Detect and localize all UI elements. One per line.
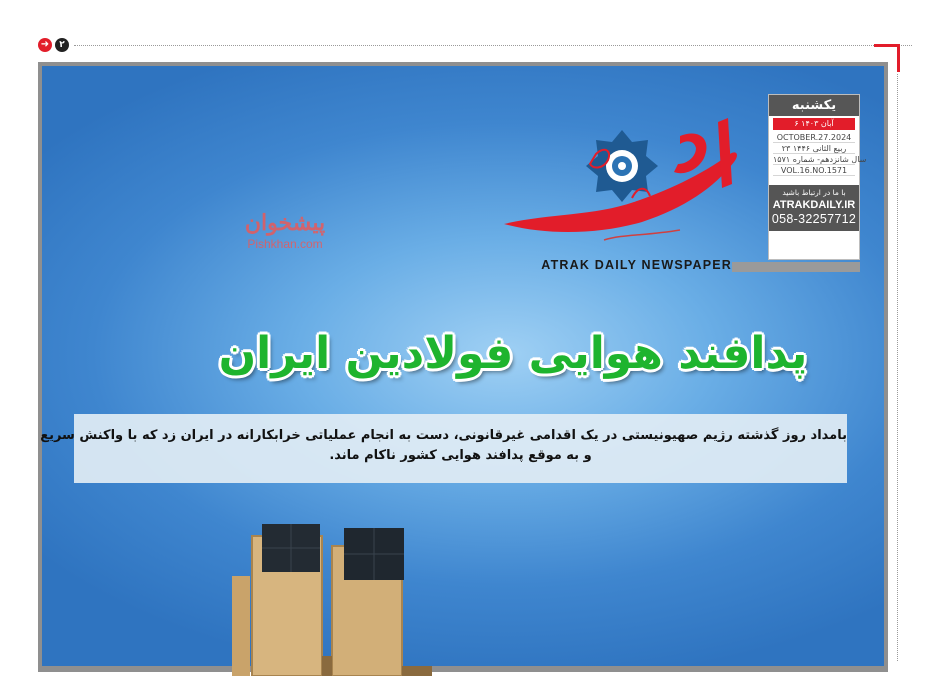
pishkhan-watermark — [230, 209, 340, 251]
lead-line-1: بامداد روز گذشته رژیم صهیونیستی در یک اقدامی غیرقانونی، دست به انجام عملیاتی خرابکارانه در ایران زد که با واکنش سریع — [40, 428, 847, 443]
atrak-logo — [504, 106, 748, 266]
lead-line-2: و به موقع پدافند هوایی کشور ناکام ماند. — [329, 448, 592, 463]
website-link[interactable]: ATRAKDAILY.IR — [772, 199, 856, 211]
page-nav — [38, 38, 900, 54]
page-number-badge: ۲ — [55, 38, 69, 52]
phone-number: 058-32257712 — [771, 212, 857, 226]
date-box — [768, 94, 867, 260]
date-gregorian: OCTOBER.27.2024 — [773, 132, 855, 143]
watermark-fa: پیشخوان — [244, 210, 326, 236]
lead-paragraph — [40, 414, 847, 483]
masthead-rule — [732, 262, 860, 272]
missile-launcher-photo — [232, 516, 472, 676]
weekday: یکشنبه — [769, 95, 859, 116]
date-persian: ۶ آبان ۱۴۰۳ — [773, 118, 855, 130]
arrow-right-circle-icon[interactable]: ➜ — [38, 38, 52, 52]
front-page — [42, 66, 884, 666]
contact-label: با ما در ارتباط باشید — [782, 188, 846, 197]
dotted-divider-vertical — [897, 74, 898, 661]
issue-en: VOL.16.NO.1571 — [773, 165, 855, 176]
masthead-en-title: ATRAK DAILY NEWSPAPER — [541, 258, 732, 272]
watermark-en: Pishkhan.com — [247, 237, 323, 251]
dotted-divider — [74, 45, 912, 46]
issue-fa: سال شانزدهم- شماره ۱۵۷۱ — [773, 155, 867, 164]
contact-panel — [769, 185, 859, 231]
date-hijri: ۲۳ ربیع الثانی ۱۴۴۶ — [773, 143, 855, 154]
main-headline: پدافند هوایی فولادین ایران — [218, 328, 808, 379]
